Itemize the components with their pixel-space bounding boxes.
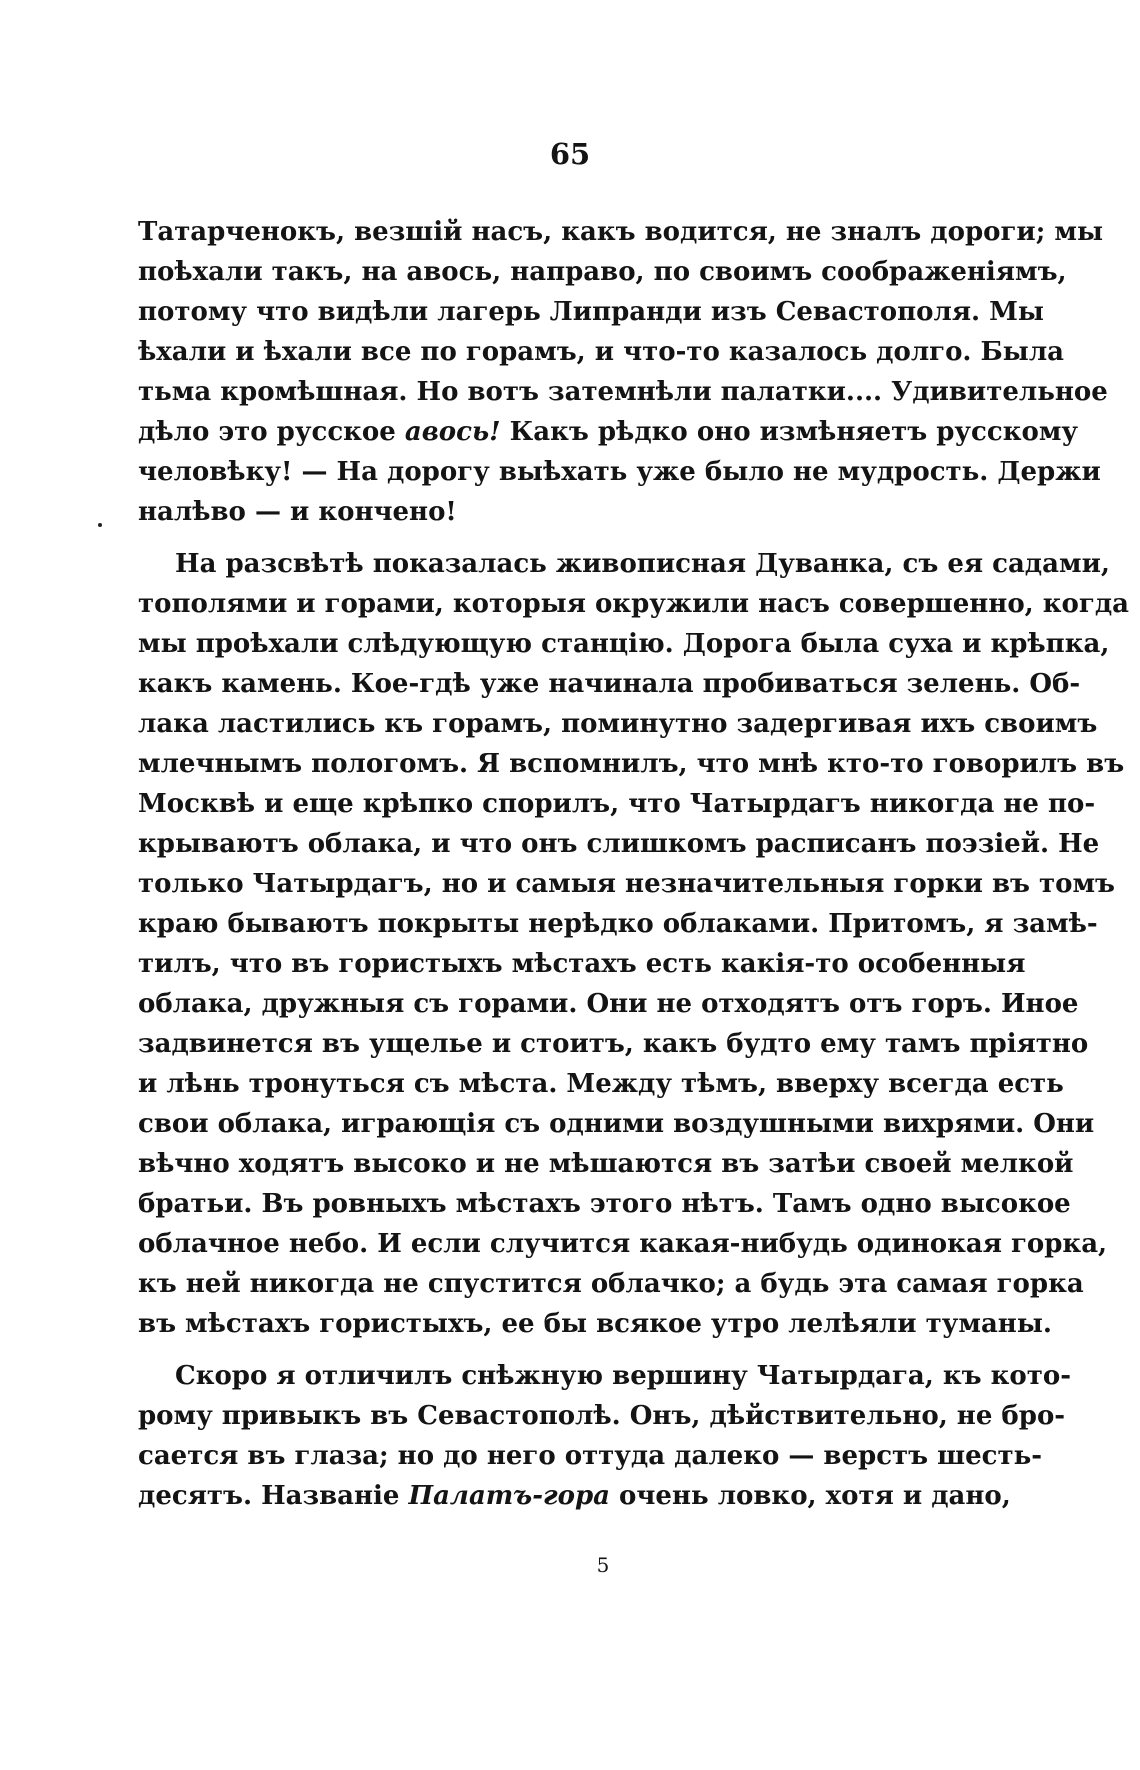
paragraph-2 [138, 544, 1129, 1344]
paragraph-1 [138, 212, 1108, 532]
italic-word: авось! [404, 417, 501, 447]
paragraph-3 [138, 1356, 1072, 1516]
text-line: братьи. Въ ровныхъ мѣстахъ этого нѣтъ. Тамъ одно высокое [138, 1189, 1071, 1219]
text-run: Какъ рѣдко оно измѣняетъ русскому [500, 417, 1079, 447]
text-line: къ ней никогда не спустится облачко; а будь эта самая горка [138, 1269, 1084, 1299]
text-line: облака, дружныя съ горами. Они не отходятъ отъ горъ. Иное [138, 989, 1079, 1019]
text-line: свои облака, играющія съ одними воздушными вихрями. Они [138, 1109, 1095, 1139]
text-line: въ мѣстахъ гористыхъ, ее бы всякое утро лелѣяли туманы. [138, 1309, 1052, 1339]
text-line: краю бываютъ покрыты нерѣдко облаками. Притомъ, я замѣ- [138, 909, 1098, 939]
text-line: млечнымъ пологомъ. Я вспомнилъ, что мнѣ кто-то говорилъ въ [138, 749, 1125, 779]
text-line [138, 1476, 1011, 1516]
text-line: На разсвѣтѣ показалась живописная Дуванка, съ ея садами, [175, 549, 1110, 579]
text-line: и лѣнь тронуться съ мѣста. Между тѣмъ, вверху всегда есть [138, 1069, 1064, 1099]
text-line: человѣку! — На дорогу выѣхать уже было не мудрость. Держи [138, 457, 1101, 487]
ink-speck [98, 523, 102, 527]
text-line: рому привыкъ въ Севастополѣ. Онъ, дѣйствительно, не бро- [138, 1401, 1066, 1431]
body-text [138, 212, 1129, 1516]
text-line: облачное небо. И если случится какая-нибудь одинокая горка, [138, 1229, 1108, 1259]
text-line: сается въ глаза; но до него оттуда далеко — верстъ шесть- [138, 1441, 1043, 1471]
signature-mark: 5 [596, 1553, 610, 1577]
text-run: дѣло это русское [138, 417, 405, 447]
text-line: мы проѣхали слѣдующую станцію. Дорога была суха и крѣпка, [138, 629, 1110, 659]
text-run: десятъ. Названіе [138, 1481, 409, 1511]
text-line: крываютъ облака, и что онъ слишкомъ расписанъ поэзіей. Не [138, 829, 1100, 859]
text-line: Москвѣ и еще крѣпко спорилъ, что Чатырдагъ никогда не по- [138, 789, 1096, 819]
text-line: поѣхали такъ, на авось, направо, по своимъ соображеніямъ, [138, 257, 1067, 287]
text-line: лака ластились къ горамъ, поминутно задергивая ихъ своимъ [138, 709, 1098, 739]
text-line: задвинется въ ущелье и стоитъ, какъ будто ему тамъ пріятно [138, 1029, 1089, 1059]
text-line: тополями и горами, которыя окружили насъ совершенно, когда [138, 589, 1129, 619]
text-line: вѣчно ходятъ высоко и не мѣшаются въ затѣи своей мелкой [138, 1149, 1074, 1179]
text-line: только Чатырдагъ, но и самыя незначительныя горки въ томъ [138, 869, 1115, 899]
text-line: потому что видѣли лагерь Липранди изъ Севастополя. Мы [138, 297, 1044, 327]
italic-word: Палатъ-гора [408, 1481, 610, 1511]
text-line: ѣхали и ѣхали все по горамъ, и что-то казалось долго. Была [138, 337, 1064, 367]
text-line: тилъ, что въ гористыхъ мѣстахъ есть какія-то особенныя [138, 949, 1026, 979]
text-line [138, 412, 1079, 452]
page-number: 65 [549, 137, 591, 171]
text-line: какъ камень. Кое-гдѣ уже начинала пробиваться зелень. Об- [138, 669, 1081, 699]
text-line: тьма кромѣшная. Но вотъ затемнѣли палатки.... Удивительное [138, 377, 1108, 407]
text-line: Скоро я отличилъ снѣжную вершину Чатырдага, къ кото- [175, 1361, 1072, 1391]
text-line: Татарченокъ, везшій насъ, какъ водится, не зналъ дороги; мы [138, 217, 1104, 247]
text-line: налѣво — и кончено! [138, 497, 457, 527]
text-run: очень ловко, хотя и дано, [610, 1481, 1011, 1511]
